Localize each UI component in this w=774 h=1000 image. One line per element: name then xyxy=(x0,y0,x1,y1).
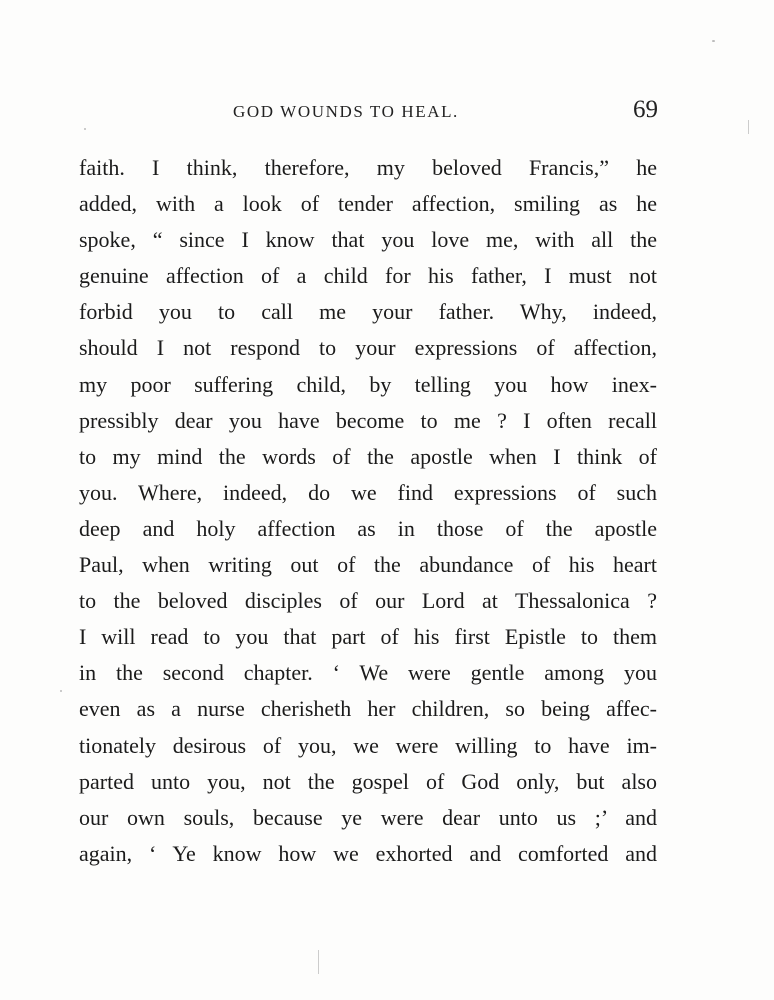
text-line: our own souls, because ye were dear unto us ;’ and xyxy=(79,804,657,830)
text-line: deep and holy affection as in those of the apostle xyxy=(79,515,657,541)
text-line: you. Where, indeed, do we find expressions of such xyxy=(79,479,657,505)
page-number: 69 xyxy=(633,96,658,123)
text-line: tionately desirous of you, we were willing to have im- xyxy=(79,732,657,758)
text-line: even as a nurse cherisheth her children, so being affec- xyxy=(79,696,657,722)
text-line: parted unto you, not the gospel of God only, but also xyxy=(79,768,657,794)
text-line: pressibly dear you have become to me ? I often recall xyxy=(79,407,657,433)
paper-speck xyxy=(84,128,86,130)
text-line: forbid you to call me your father. Why, indeed, xyxy=(79,299,657,325)
running-head xyxy=(78,96,658,126)
text-line: added, with a look of tender affection, smiling as he xyxy=(79,191,657,217)
body-text xyxy=(79,150,657,872)
paper-speck xyxy=(60,690,62,692)
text-line: my poor suffering child, by telling you how inex- xyxy=(79,371,657,397)
text-line: again, ‘ Ye know how we exhorted and comforted and xyxy=(79,840,657,866)
text-line: to my mind the words of the apostle when I think of xyxy=(79,443,657,469)
text-line: faith. I think, therefore, my beloved Francis,” he xyxy=(79,155,657,180)
edge-mark xyxy=(318,950,319,974)
text-line: I will read to you that part of his first Epistle to them xyxy=(79,624,657,650)
text-line: spoke, “ since I know that you love me, with all the xyxy=(79,227,657,253)
text-line: should I not respond to your expressions of affection, xyxy=(79,335,657,361)
edge-mark xyxy=(748,120,749,134)
paper-speck xyxy=(712,40,715,42)
text-line: Paul, when writing out of the abundance of his heart xyxy=(79,552,657,578)
text-line: in the second chapter. ‘ We were gentle among you xyxy=(79,660,657,686)
running-title: GOD WOUNDS TO HEAL. xyxy=(233,102,459,121)
text-line: to the beloved disciples of our Lord at Thessalonica ? xyxy=(79,588,657,614)
text-line: genuine affection of a child for his father, I must not xyxy=(79,263,657,289)
